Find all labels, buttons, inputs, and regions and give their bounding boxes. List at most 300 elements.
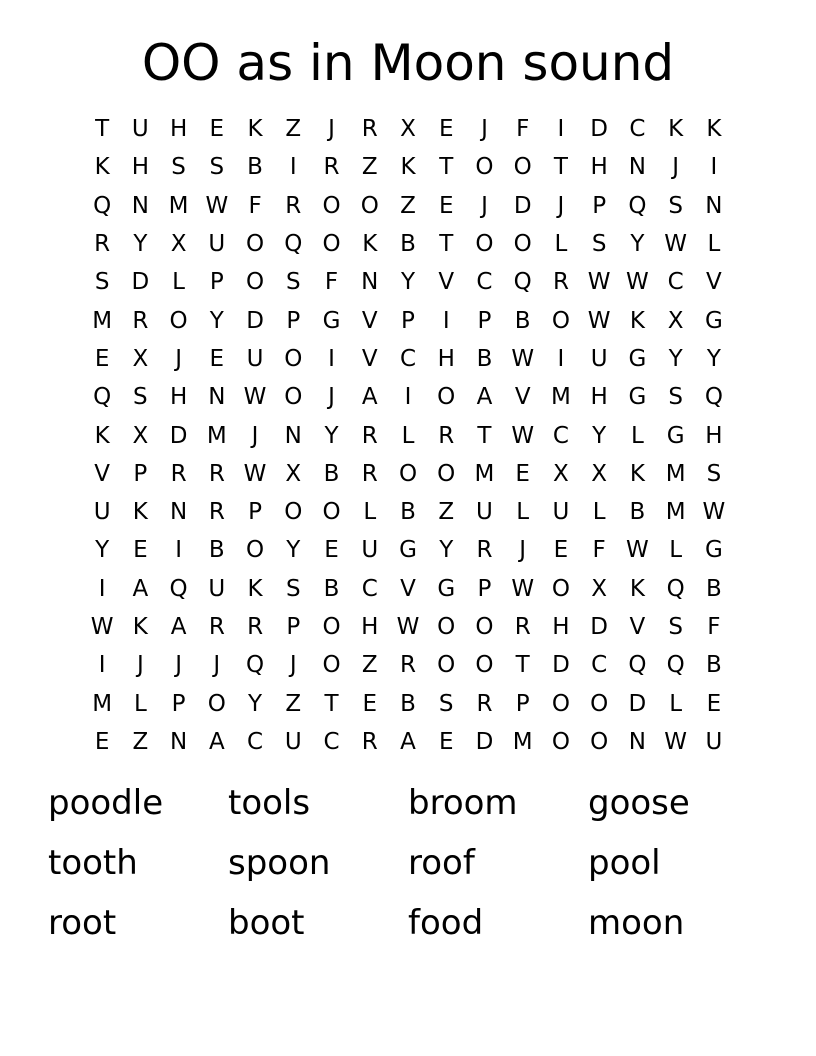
- grid-letter: S: [171, 154, 186, 181]
- grid-letter: L: [172, 269, 185, 296]
- grid-letter: Q: [513, 269, 532, 296]
- grid-letter: R: [476, 690, 493, 717]
- grid-letter: Q: [704, 384, 723, 411]
- grid-letter: S: [591, 231, 607, 258]
- grid-letter: G: [666, 422, 685, 449]
- grid-letter: U: [552, 499, 570, 526]
- grid-row: [83, 684, 733, 722]
- grid-letter: I: [557, 345, 565, 372]
- grid-letter: S: [668, 614, 683, 640]
- grid-letter: F: [324, 269, 339, 296]
- grid-letter: Z: [285, 116, 302, 143]
- grid-letter: O: [246, 269, 265, 296]
- grid-letter: C: [591, 652, 608, 679]
- grid-letter: V: [706, 269, 722, 296]
- grid-letter: D: [131, 269, 150, 296]
- grid-letter: T: [439, 154, 454, 181]
- grid-letter: J: [328, 384, 335, 411]
- grid-letter: U: [284, 728, 302, 755]
- grid-letter: O: [437, 384, 456, 411]
- grid-letter: A: [476, 384, 493, 411]
- word-bank-item: moon: [588, 903, 685, 943]
- grid-letter: K: [132, 614, 148, 640]
- grid-row: [83, 531, 733, 569]
- grid-letter: P: [171, 690, 186, 717]
- grid-letter: O: [551, 307, 570, 334]
- grid-letter: D: [628, 690, 647, 717]
- grid-row: [83, 378, 733, 416]
- grid-letter: Y: [209, 307, 224, 334]
- grid-letter: X: [591, 460, 608, 487]
- word-bank: [48, 780, 768, 960]
- grid-letter: F: [707, 614, 721, 640]
- grid-letter: T: [515, 652, 530, 679]
- grid-row: [83, 570, 733, 608]
- grid-letter: R: [94, 231, 111, 258]
- grid-letter: O: [437, 614, 456, 640]
- grid-letter: P: [592, 192, 607, 219]
- grid-letter: O: [246, 231, 265, 258]
- grid-letter: R: [208, 460, 225, 487]
- grid-letter: L: [133, 690, 147, 717]
- grid-letter: Z: [361, 652, 378, 679]
- grid-letter: O: [590, 690, 609, 717]
- grid-letter: O: [246, 537, 265, 564]
- grid-letter: P: [248, 499, 262, 526]
- grid-letter: M: [206, 422, 227, 449]
- grid-letter: M: [168, 192, 189, 219]
- grid-letter: Q: [93, 384, 112, 411]
- grid-letter: Q: [284, 231, 303, 258]
- grid-letter: I: [557, 116, 565, 143]
- grid-letter: V: [514, 384, 531, 411]
- grid-letter: Q: [628, 192, 647, 219]
- grid-letter: G: [704, 537, 723, 564]
- grid-letter: Y: [400, 269, 416, 296]
- grid-letter: W: [511, 422, 535, 449]
- grid-letter: W: [511, 575, 535, 602]
- grid-letter: C: [667, 269, 684, 296]
- grid-letter: V: [361, 345, 378, 372]
- word-bank-item: root: [48, 903, 117, 943]
- grid-letter: L: [669, 537, 683, 564]
- grid-letter: A: [132, 575, 149, 602]
- grid-letter: O: [551, 575, 570, 602]
- grid-letter: E: [553, 537, 569, 564]
- grid-letter: C: [476, 269, 493, 296]
- grid-letter: Y: [439, 537, 454, 564]
- grid-letter: T: [324, 690, 339, 717]
- grid-row: [83, 455, 733, 493]
- grid-letter: Y: [630, 231, 645, 258]
- grid-letter: P: [133, 460, 148, 487]
- grid-letter: U: [361, 537, 379, 564]
- grid-row: [83, 416, 733, 454]
- word-bank-item: tooth: [48, 843, 138, 883]
- grid-row: [83, 493, 733, 531]
- grid-letter: B: [247, 154, 263, 181]
- grid-letter: N: [284, 422, 302, 449]
- grid-letter: E: [209, 116, 225, 143]
- grid-letter: O: [551, 690, 570, 717]
- grid-letter: N: [705, 192, 723, 219]
- grid-letter: Q: [628, 652, 647, 679]
- word-bank-item: goose: [588, 783, 690, 823]
- grid-letter: M: [474, 460, 495, 487]
- grid-letter: W: [243, 384, 267, 411]
- grid-letter: L: [669, 690, 683, 717]
- grid-letter: B: [323, 575, 340, 602]
- grid-letter: V: [400, 575, 416, 602]
- grid-letter: J: [289, 652, 297, 679]
- grid-letter: J: [481, 116, 488, 143]
- grid-letter: S: [438, 690, 454, 717]
- grid-letter: B: [400, 231, 416, 258]
- grid-letter: R: [361, 422, 378, 449]
- grid-letter: R: [132, 307, 149, 334]
- grid-letter: B: [208, 537, 225, 564]
- grid-letter: X: [170, 231, 187, 258]
- grid-letter: P: [477, 307, 492, 334]
- grid-letter: O: [437, 652, 456, 679]
- grid-letter: X: [132, 345, 149, 372]
- grid-letter: D: [246, 307, 264, 334]
- grid-letter: E: [362, 690, 378, 717]
- grid-letter: O: [475, 231, 494, 258]
- grid-letter: M: [665, 460, 686, 487]
- grid-letter: U: [208, 231, 226, 258]
- grid-letter: H: [590, 154, 608, 181]
- grid-letter: O: [322, 614, 341, 640]
- grid-letter: O: [513, 154, 532, 181]
- grid-letter: B: [629, 499, 646, 526]
- grid-row: [83, 723, 733, 761]
- grid-letter: U: [131, 116, 149, 143]
- grid-letter: A: [208, 728, 225, 755]
- grid-letter: G: [628, 345, 647, 372]
- grid-letter: P: [477, 575, 492, 602]
- grid-letter: R: [285, 192, 302, 219]
- grid-letter: O: [475, 154, 494, 181]
- grid-letter: Y: [668, 345, 683, 372]
- grid-letter: C: [629, 116, 646, 143]
- grid-letter: R: [476, 537, 493, 564]
- grid-letter: A: [170, 614, 187, 640]
- grid-letter: R: [361, 460, 378, 487]
- grid-row: [83, 225, 733, 263]
- grid-letter: O: [322, 499, 341, 526]
- grid-letter: D: [590, 116, 609, 143]
- grid-letter: A: [361, 384, 378, 411]
- grid-letter: S: [133, 384, 148, 411]
- grid-letter: N: [208, 384, 226, 411]
- page-title: OO as in Moon sound: [141, 34, 675, 92]
- grid-letter: K: [668, 116, 684, 143]
- grid-letter: O: [475, 614, 494, 640]
- grid-letter: M: [512, 728, 533, 755]
- grid-letter: N: [361, 269, 379, 296]
- grid-letter: D: [169, 422, 188, 449]
- grid-letter: O: [169, 307, 188, 334]
- grid-letter: O: [284, 345, 303, 372]
- grid-letter: S: [668, 192, 683, 219]
- grid-letter: B: [400, 499, 416, 526]
- grid-letter: R: [361, 116, 378, 143]
- grid-letter: I: [98, 575, 106, 602]
- grid-letter: F: [248, 192, 262, 219]
- grid-letter: R: [400, 652, 416, 679]
- grid-letter: O: [437, 460, 456, 487]
- grid-letter: I: [98, 652, 106, 679]
- grid-letter: K: [629, 307, 645, 334]
- grid-letter: J: [213, 652, 221, 679]
- grid-letter: C: [361, 575, 378, 602]
- grid-letter: J: [175, 345, 182, 372]
- word-bank-item: boot: [228, 903, 305, 943]
- grid-letter: O: [360, 192, 379, 219]
- grid-letter: O: [590, 728, 609, 755]
- grid-letter: R: [323, 154, 340, 181]
- grid-letter: I: [404, 384, 412, 411]
- grid-letter: K: [94, 154, 110, 181]
- word-bank-item: spoon: [228, 843, 331, 883]
- grid-letter: J: [175, 652, 182, 679]
- grid-letter: W: [396, 614, 420, 640]
- grid-letter: O: [322, 231, 341, 258]
- grid-letter: G: [704, 307, 723, 334]
- grid-letter: E: [438, 728, 454, 755]
- grid-letter: W: [626, 269, 649, 296]
- grid-letter: E: [706, 690, 722, 717]
- grid-letter: B: [514, 307, 531, 334]
- grid-letter: F: [516, 116, 530, 143]
- grid-letter: Y: [133, 231, 148, 258]
- grid-letter: S: [209, 154, 225, 181]
- grid-letter: G: [437, 575, 456, 602]
- grid-letter: G: [399, 537, 417, 564]
- grid-letter: J: [481, 192, 488, 219]
- grid-letter: Q: [169, 575, 188, 602]
- grid-letter: K: [247, 116, 263, 143]
- grid-letter: U: [705, 728, 723, 755]
- word-bank-item: poodle: [48, 783, 164, 823]
- grid-letter: R: [361, 728, 378, 755]
- grid-letter: C: [247, 728, 264, 755]
- grid-letter: K: [629, 575, 645, 602]
- grid-letter: V: [361, 307, 378, 334]
- grid-letter: S: [285, 575, 301, 602]
- grid-letter: P: [286, 614, 301, 640]
- grid-letter: O: [322, 652, 341, 679]
- grid-letter: I: [442, 307, 450, 334]
- grid-letter: L: [630, 422, 644, 449]
- grid-letter: X: [285, 460, 302, 487]
- grid-letter: W: [626, 537, 649, 564]
- grid-letter: G: [628, 384, 647, 411]
- grid-letter: L: [516, 499, 530, 526]
- grid-letter: V: [629, 614, 646, 640]
- grid-letter: K: [400, 154, 416, 181]
- grid-letter: M: [551, 384, 571, 411]
- grid-letter: N: [131, 192, 149, 219]
- grid-letter: E: [438, 116, 454, 143]
- grid-letter: Q: [666, 652, 685, 679]
- grid-letter: C: [323, 728, 340, 755]
- grid-letter: Y: [286, 537, 301, 564]
- grid-letter: W: [243, 460, 267, 487]
- grid-letter: E: [515, 460, 530, 487]
- grid-letter: E: [438, 192, 454, 219]
- grid-letter: C: [399, 345, 417, 372]
- grid-row: [83, 340, 733, 378]
- grid-letter: S: [94, 269, 110, 296]
- grid-letter: O: [475, 652, 494, 679]
- grid-letter: T: [553, 154, 568, 181]
- grid-letter: V: [438, 269, 455, 296]
- grid-letter: P: [401, 307, 415, 334]
- grid-letter: J: [136, 652, 144, 679]
- grid-letter: Z: [132, 728, 149, 755]
- grid-letter: O: [322, 192, 341, 219]
- grid-letter: H: [590, 384, 608, 411]
- grid-letter: H: [169, 116, 188, 143]
- grid-letter: B: [476, 345, 493, 372]
- grid-letter: J: [519, 537, 527, 564]
- grid-letter: W: [587, 307, 611, 334]
- grid-letter: Y: [248, 690, 263, 717]
- grid-letter: T: [95, 116, 110, 143]
- letter-grid: [83, 110, 733, 761]
- grid-letter: S: [706, 460, 722, 487]
- grid-letter: I: [328, 345, 335, 372]
- grid-letter: Q: [246, 652, 265, 679]
- grid-letter: D: [552, 652, 570, 679]
- grid-letter: W: [90, 614, 114, 640]
- grid-letter: X: [591, 575, 608, 602]
- grid-row: [83, 263, 733, 301]
- grid-letter: H: [169, 384, 188, 411]
- grid-letter: O: [284, 499, 303, 526]
- grid-letter: J: [557, 192, 565, 219]
- grid-letter: C: [552, 422, 569, 449]
- grid-letter: U: [93, 499, 111, 526]
- grid-letter: Z: [438, 499, 455, 526]
- grid-letter: W: [587, 269, 611, 296]
- grid-letter: M: [665, 499, 686, 526]
- grid-letter: W: [511, 345, 535, 372]
- grid-letter: A: [400, 728, 416, 755]
- grid-letter: K: [94, 422, 110, 449]
- word-bank-item: food: [408, 903, 484, 943]
- grid-letter: Y: [95, 537, 110, 564]
- grid-letter: H: [361, 614, 379, 640]
- grid-letter: U: [476, 499, 493, 526]
- grid-letter: W: [664, 728, 687, 755]
- grid-letter: E: [94, 345, 110, 372]
- grid-letter: I: [289, 154, 297, 181]
- grid-letter: B: [705, 652, 722, 679]
- grid-letter: X: [132, 422, 149, 449]
- grid-letter: S: [285, 269, 301, 296]
- grid-letter: L: [363, 499, 377, 526]
- grid-letter: X: [400, 116, 416, 143]
- grid-row: [83, 301, 733, 339]
- grid-letter: K: [629, 460, 645, 487]
- grid-letter: H: [552, 614, 570, 640]
- grid-letter: L: [554, 231, 568, 258]
- grid-letter: D: [513, 192, 532, 219]
- grid-letter: Q: [93, 192, 112, 219]
- grid-letter: Z: [400, 192, 416, 219]
- word-bank-item: broom: [408, 783, 518, 823]
- grid-letter: O: [551, 728, 570, 755]
- grid-letter: X: [667, 307, 684, 334]
- grid-row: [83, 608, 733, 646]
- grid-letter: B: [705, 575, 722, 602]
- grid-letter: T: [477, 422, 492, 449]
- grid-letter: U: [208, 575, 226, 602]
- grid-letter: R: [170, 460, 187, 487]
- grid-letter: N: [628, 154, 646, 181]
- grid-letter: K: [706, 116, 722, 143]
- grid-letter: K: [362, 231, 378, 258]
- grid-letter: U: [246, 345, 264, 372]
- grid-letter: Q: [666, 575, 685, 602]
- grid-letter: B: [323, 460, 340, 487]
- grid-letter: E: [133, 537, 148, 564]
- grid-letter: J: [672, 154, 680, 181]
- grid-letter: V: [94, 460, 110, 487]
- word-bank-item: roof: [408, 843, 475, 883]
- grid-letter: M: [92, 307, 113, 334]
- grid-letter: H: [437, 345, 455, 372]
- grid-letter: M: [92, 690, 113, 717]
- grid-letter: Y: [706, 345, 721, 372]
- grid-letter: R: [208, 614, 225, 640]
- grid-letter: O: [284, 384, 303, 411]
- grid-letter: E: [209, 345, 225, 372]
- grid-letter: P: [286, 307, 301, 334]
- grid-letter: D: [590, 614, 609, 640]
- grid-letter: D: [475, 728, 494, 755]
- grid-letter: R: [552, 269, 569, 296]
- grid-letter: L: [401, 422, 415, 449]
- grid-letter: W: [664, 231, 687, 258]
- grid-letter: I: [175, 537, 182, 564]
- grid-row: [83, 148, 733, 186]
- grid-letter: R: [514, 614, 531, 640]
- grid-letter: Z: [285, 690, 302, 717]
- grid-letter: L: [592, 499, 606, 526]
- grid-letter: E: [94, 728, 110, 755]
- grid-letter: T: [439, 231, 454, 258]
- grid-letter: P: [209, 269, 224, 296]
- grid-letter: X: [553, 460, 569, 487]
- grid-letter: N: [169, 728, 188, 755]
- grid-letter: R: [208, 499, 225, 526]
- word-bank-item: pool: [588, 843, 661, 883]
- grid-letter: N: [628, 728, 646, 755]
- grid-letter: L: [707, 231, 721, 258]
- grid-letter: B: [400, 690, 416, 717]
- grid-letter: Z: [361, 154, 378, 181]
- grid-letter: O: [207, 690, 226, 717]
- grid-row: [83, 187, 733, 225]
- grid-letter: J: [251, 422, 259, 449]
- grid-letter: Y: [324, 422, 339, 449]
- grid-row: [83, 646, 733, 684]
- grid-letter: O: [513, 231, 532, 258]
